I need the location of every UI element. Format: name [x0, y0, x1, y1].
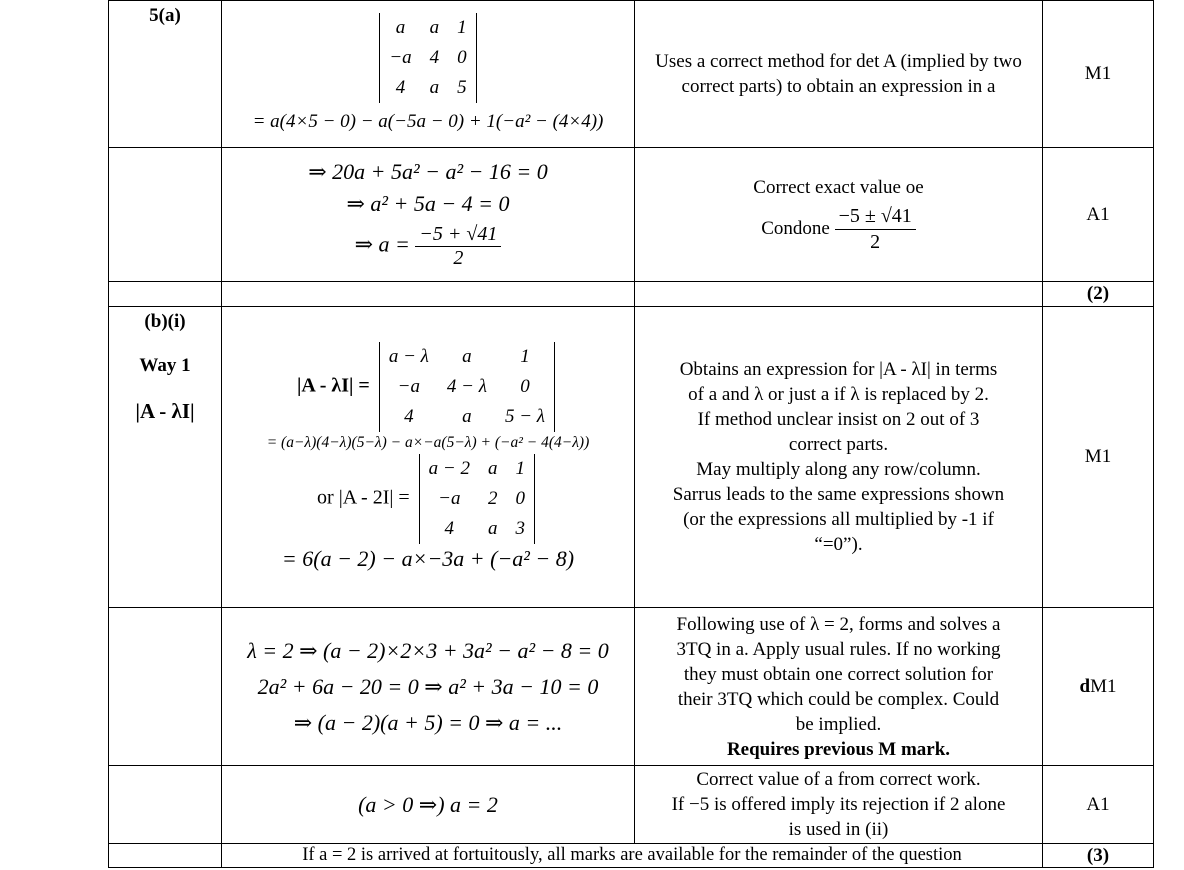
mark-cell [1043, 608, 1154, 766]
working-cell [222, 1, 635, 148]
determinant [375, 346, 559, 427]
table-row [109, 766, 1154, 844]
matrix-entry: 4 [395, 77, 406, 98]
expansion-line: = 6(a − 2) − a×−3a + (−a² − 8) [281, 546, 575, 571]
matrix-entry: a [462, 406, 472, 427]
part-total: (2) [1086, 283, 1110, 304]
equation-line: (a > 0 ⇒) a = 2 [358, 791, 498, 817]
matrix-row [380, 43, 476, 73]
determinant-matrix [379, 13, 476, 103]
matrix-entry: a − 2 [428, 458, 470, 479]
guidance-text: Condone [761, 217, 830, 239]
mark-prefix: d [1079, 675, 1091, 697]
matrix-entry: 4 [404, 406, 414, 427]
equation-lhs: ⇒ a = [354, 231, 410, 257]
guidance-line: correct parts. [788, 434, 889, 455]
expansion-line: = (a−λ)(4−λ)(5−λ) − a×−a(5−λ) + (−a² − 4(4−λ)) [266, 434, 590, 451]
matrix-entry: −a [438, 488, 461, 509]
equation-line: 2a² + 6a − 20 = 0 ⇒ a² + 3a − 10 = 0 [257, 673, 599, 699]
guidance-cell [635, 1, 1043, 148]
matrix-entry: 1 [515, 458, 525, 479]
equation-lhs: or |A - 2I| = [317, 486, 410, 509]
matrix-entry: a [487, 458, 498, 479]
question-number: (b)(i) [144, 311, 186, 332]
guidance-line: Sarrus leads to the same expressions shown [672, 484, 1005, 505]
determinant-line [222, 342, 634, 432]
guidance-text [635, 357, 1042, 557]
expression-label: |A - λI| [135, 399, 195, 423]
question-label [109, 307, 222, 608]
guidance-line: Correct value of a from correct work. [696, 769, 981, 790]
question-label [109, 844, 222, 868]
guidance-text: Uses a correct method for det A (implied by two correct parts) to obtain an expression in a [655, 51, 1022, 97]
determinant [415, 458, 539, 539]
matrix-entry: 3 [515, 518, 525, 539]
equation-line: ⇒ 20a + 5a² − a² − 16 = 0 [308, 159, 548, 184]
table-row [109, 148, 1154, 282]
mark: M1 [1090, 675, 1117, 697]
mark-cell [1043, 148, 1154, 282]
matrix-entry: 0 [520, 376, 530, 397]
table-row [109, 1, 1154, 148]
guidance-cell [635, 608, 1043, 766]
matrix-entry: 1 [520, 346, 530, 367]
working-cell [222, 282, 635, 307]
guidance-line: If method unclear insist on 2 out of 3 [697, 409, 980, 430]
mark-cell [1043, 844, 1154, 868]
fraction-denominator: 2 [870, 230, 881, 253]
guidance-line: they must obtain one correct solution for [683, 663, 994, 685]
guidance-line: Obtains an expression for |A - λI| in terms [679, 359, 998, 380]
guidance-line: is used in (ii) [788, 819, 889, 840]
expansion-line: = a(4×5 − 0) − a(−5a − 0) + 1(−a² − (4×4)) [252, 111, 604, 132]
question-label [109, 148, 222, 282]
guidance-line: If −5 is offered imply its rejection if 2 alone [671, 794, 1006, 815]
determinant-line [222, 454, 634, 544]
matrix-entry: 4 − λ [446, 376, 487, 397]
working-cell [222, 608, 635, 766]
general-note: If a = 2 is arrived at fortuitously, all marks are available for the remainder of the question [222, 844, 1043, 868]
determinant-matrix [419, 454, 535, 544]
matrix-entry: a [429, 17, 440, 38]
matrix-row [419, 484, 534, 514]
guidance-line: be implied. [795, 713, 882, 735]
matrix-row [379, 342, 554, 372]
table-row [109, 608, 1154, 766]
guidance-text [635, 612, 1042, 737]
mark-cell [1043, 307, 1154, 608]
guidance-cell [635, 148, 1043, 282]
guidance-emphasis: Requires previous M mark. [726, 738, 951, 760]
method-label: Way 1 [139, 355, 191, 376]
matrix-row [379, 402, 554, 432]
fraction-numerator: −5 ± √41 [835, 204, 916, 230]
mark: M1 [1084, 63, 1112, 84]
question-label [109, 766, 222, 844]
equation-lhs: |A - λI| = [297, 374, 370, 397]
guidance-line: Following use of λ = 2, forms and solves a [676, 613, 1001, 635]
fraction [415, 223, 501, 270]
matrix-entry: 2 [487, 488, 498, 509]
mark: A1 [1086, 793, 1110, 815]
matrix-entry: −a [389, 47, 412, 68]
question-label [109, 282, 222, 307]
guidance-line: 3TQ in a. Apply usual rules. If no working [676, 638, 1001, 660]
matrix-entry: 1 [457, 17, 467, 38]
guidance-cell [635, 282, 1043, 307]
matrix-entry: 4 [444, 518, 455, 539]
determinant-matrix [379, 342, 555, 432]
table-row [109, 307, 1154, 608]
matrix-entry: 5 [457, 77, 467, 98]
equation-line: ⇒ (a − 2)(a + 5) = 0 ⇒ a = ... [293, 709, 563, 735]
guidance-cell [635, 307, 1043, 608]
mark: A1 [1086, 203, 1110, 225]
guidance-condone [635, 204, 1042, 255]
matrix-entry: 5 − λ [504, 406, 545, 427]
fraction-denominator: 2 [453, 247, 464, 269]
matrix-entry: a [462, 346, 472, 367]
working-cell [222, 148, 635, 282]
fraction [835, 204, 916, 255]
guidance-cell [635, 766, 1043, 844]
equation-line: ⇒ a² + 5a − 4 = 0 [346, 191, 510, 216]
guidance-line: “=0”). [814, 534, 863, 555]
determinant [222, 13, 634, 103]
matrix-entry: a [429, 77, 440, 98]
guidance-text [635, 767, 1042, 842]
table-row [109, 282, 1154, 307]
matrix-entry: −a [397, 376, 420, 397]
guidance-line: May multiply along any row/column. [696, 459, 981, 480]
matrix-row [380, 13, 476, 43]
matrix-entry: a [487, 518, 498, 539]
matrix-entry: a [395, 17, 406, 38]
mark: M1 [1084, 446, 1112, 467]
matrix-entry: 0 [457, 47, 467, 68]
part-total: (3) [1086, 844, 1110, 866]
question-label [109, 608, 222, 766]
matrix-entry: 4 [429, 47, 440, 68]
mark-cell [1043, 282, 1154, 307]
question-label [109, 1, 222, 148]
equation-line: λ = 2 ⇒ (a − 2)×2×3 + 3a² − a² − 8 = 0 [247, 637, 609, 663]
guidance-text: Correct exact value oe [753, 176, 924, 198]
table-row [109, 844, 1154, 868]
matrix-entry: 0 [515, 488, 525, 509]
matrix-entry: a − λ [388, 346, 429, 367]
mark-cell [1043, 1, 1154, 148]
mark-scheme-table [108, 0, 1154, 868]
matrix-row [419, 454, 534, 484]
working-cell [222, 766, 635, 844]
mark-cell [1043, 766, 1154, 844]
guidance-line: of a and λ or just a if λ is replaced by 2. [688, 384, 989, 405]
equation-line [222, 223, 634, 270]
matrix-row [419, 514, 534, 544]
working-cell [222, 307, 635, 608]
matrix-row [380, 73, 476, 103]
matrix-row [379, 372, 554, 402]
guidance-line: their 3TQ which could be complex. Could [677, 688, 1000, 710]
guidance-line: (or the expressions all multiplied by -1 if [683, 509, 994, 530]
fraction-numerator: −5 + √41 [415, 223, 501, 247]
question-number: 5(a) [149, 5, 181, 26]
